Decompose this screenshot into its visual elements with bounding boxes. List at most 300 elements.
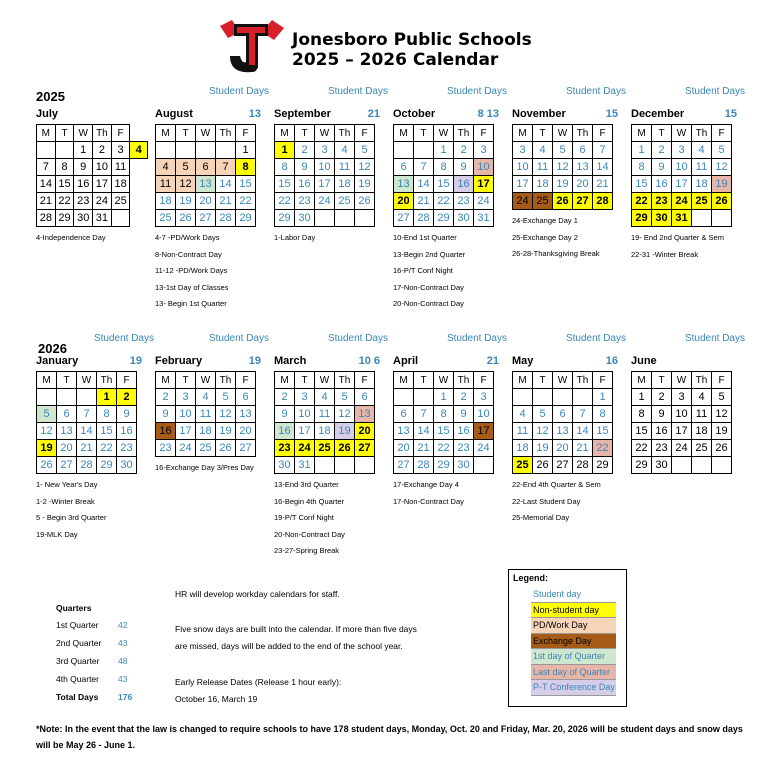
day-cell: 20 [57,440,77,457]
day-cell: 1 [434,142,454,159]
month-september [274,86,388,247]
day-cell: 15 [275,176,295,193]
day-cell: 22 [593,440,613,457]
weekday-header: T [533,372,553,389]
month-name: September [274,108,331,120]
day-cell: 19 [712,176,732,193]
quarter-label: 2nd Quarter [56,638,102,648]
weekday-header: Th [692,372,712,389]
quarter-days: 42 [118,620,128,630]
day-cell: 17 [315,176,335,193]
day-cell: 15 [593,423,613,440]
day-cell: 20 [355,423,375,440]
weekday-header: W [672,372,692,389]
day-cell: 29 [632,457,652,474]
day-cell: 9 [295,159,315,176]
weekday-header: T [652,372,672,389]
day-cell: 2 [652,389,672,406]
weekday-header: T [295,125,315,142]
day-cell: 13 [57,423,77,440]
weekday-header: Th [454,372,474,389]
weekday-header: F [355,372,375,389]
empty-cell [474,457,494,474]
day-cell: 16 [454,423,474,440]
weekday-header: M [275,372,295,389]
student-days-count: 10 6 [358,355,380,367]
day-cell: 21 [37,193,56,210]
day-cell: 25 [111,193,130,210]
day-cell: 13 [236,406,256,423]
day-cell: 29 [434,457,454,474]
student-days-label: Student Days [327,86,388,97]
empty-cell [176,142,196,159]
day-cell: 11 [315,406,335,423]
day-cell: 3 [474,389,494,406]
empty-cell [156,142,176,159]
day-cell: 7 [37,159,56,176]
day-cell: 12 [712,406,732,423]
month-name: April [393,355,419,367]
month-grid [155,371,256,457]
day-cell: 11 [533,159,553,176]
weekday-header: F [712,372,732,389]
day-cell: 3 [474,142,494,159]
month-may [512,333,626,527]
day-cell: 3 [176,389,196,406]
event-note: 13- Begin 1st Quarter [155,299,227,308]
day-cell: 30 [652,457,672,474]
quarter-days: 48 [118,656,128,666]
day-cell: 21 [414,193,434,210]
day-cell: 16 [156,423,176,440]
day-cell: 24 [315,193,335,210]
day-cell: 12 [216,406,236,423]
event-note: 1-Labor Day [274,233,316,242]
month-name: March [274,355,307,367]
day-cell: 11 [111,159,130,176]
day-cell: 6 [394,159,414,176]
weekday-header: T [414,125,434,142]
weekday-header: F [712,125,732,142]
month-notes [155,230,267,313]
day-cell: 17 [474,176,494,193]
event-note: 24-Exchange Day 1 [512,216,578,225]
empty-cell [394,389,414,406]
day-cell: 12 [533,423,553,440]
school-logo-icon [216,16,286,76]
day-cell: 5 [553,142,573,159]
day-cell: 29 [55,210,74,227]
day-cell: 26 [335,440,355,457]
day-cell: 2 [156,389,176,406]
weekday-header: W [74,125,93,142]
day-cell: 17 [176,423,196,440]
weekday-header: Th [573,372,593,389]
day-cell: 18 [111,176,130,193]
day-cell: 18 [533,176,553,193]
day-cell: 11 [692,406,712,423]
day-cell: 6 [553,406,573,423]
day-cell: 17 [93,176,112,193]
day-cell: 10 [315,159,335,176]
weekday-header: F [355,125,375,142]
event-note: 1- New Year's Day [36,480,98,489]
day-cell: 3 [315,142,335,159]
day-cell: 17 [672,423,692,440]
event-note: 17-Non-Contract Day [393,282,464,292]
day-cell: 18 [513,440,533,457]
day-cell: 28 [414,457,434,474]
day-cell: 31 [474,210,494,227]
weekday-header: W [315,125,335,142]
month-february [155,333,269,477]
day-cell: 18 [692,423,712,440]
weekday-header: F [117,372,137,389]
student-days-count: 19 [129,355,142,367]
day-cell: 31 [672,210,692,227]
legend-item: Last day of Quarter [531,665,616,681]
month-notes [512,213,624,263]
event-note: 16-Begin 4th Quarter [274,496,345,506]
day-cell: 22 [434,440,454,457]
day-cell: 1 [275,142,295,159]
day-cell: 18 [156,193,176,210]
day-cell: 24 [672,440,692,457]
month-name: February [155,355,203,367]
student-days-count: 15 [724,108,737,120]
day-cell: 25 [513,457,533,474]
early-release-dates: October 16, March 19 [175,694,258,704]
event-note: 19-P/T Conf Night [274,513,334,522]
month-notes [631,230,743,263]
event-note: 20-Non-Contract Day [274,529,345,539]
day-cell: 30 [74,210,93,227]
day-cell: 2 [454,142,474,159]
month-notes [36,230,148,247]
day-cell: 4 [692,389,712,406]
empty-cell [57,389,77,406]
day-cell: 10 [474,406,494,423]
day-cell: 18 [692,176,712,193]
event-note: 22-Last Student Day [512,496,581,506]
day-cell: 15 [97,423,117,440]
event-note: 5 - Begin 3rd Quarter [36,513,107,522]
day-cell: 12 [355,159,375,176]
month-notes [393,230,505,313]
quarters-table [56,603,176,710]
weekday-header: Th [454,125,474,142]
day-cell: 24 [474,440,494,457]
day-cell: 22 [275,193,295,210]
empty-cell [37,142,56,159]
day-cell: 23 [295,193,315,210]
empty-cell [355,210,375,227]
student-days-label: Student Days [684,86,745,97]
day-cell: 2 [652,142,672,159]
day-cell: 30 [652,210,672,227]
weekday-header: Th [93,125,112,142]
weekday-header: Th [692,125,712,142]
event-note: 16-P/T Conf Night [393,266,453,275]
weekday-header: W [196,372,216,389]
month-grid [274,371,375,474]
day-cell: 4 [692,142,712,159]
month-notes [393,477,505,510]
day-cell: 3 [513,142,533,159]
day-cell: 19 [712,423,732,440]
day-cell: 8 [236,159,256,176]
quarter-days: 43 [118,638,128,648]
day-cell: 15 [632,176,652,193]
day-cell: 4 [156,159,176,176]
day-cell: 28 [593,193,613,210]
day-cell: 8 [434,406,454,423]
day-cell: 29 [632,210,652,227]
event-note: 25-Memorial Day [512,513,570,522]
day-cell: 19 [37,440,57,457]
empty-cell [692,457,712,474]
weekday-header: M [394,125,414,142]
month-grid [36,124,148,227]
event-note: 16-Exchange Day 3/Pres Day [155,463,254,472]
day-cell: 9 [454,406,474,423]
day-cell: 2 [454,389,474,406]
event-note: 19- End 2nd Quarter & Sem [631,233,724,242]
weekday-header: T [414,372,434,389]
event-note: 19-MLK Day [36,529,78,539]
day-cell: 20 [553,440,573,457]
month-grid [631,124,732,227]
year-2026-label: 2026 [38,341,67,356]
day-cell: 18 [315,423,335,440]
day-cell: 20 [573,176,593,193]
day-cell: 14 [573,423,593,440]
day-cell: 5 [355,142,375,159]
day-cell: 10 [176,406,196,423]
day-cell: 10 [474,159,494,176]
weekday-header: Th [216,125,236,142]
weekday-header: T [176,125,196,142]
day-cell: 7 [77,406,97,423]
month-march [274,333,388,560]
day-cell: 18 [196,423,216,440]
weekday-header: W [196,125,216,142]
day-cell: 29 [275,210,295,227]
empty-cell [672,457,692,474]
day-cell: 6 [573,142,593,159]
day-cell: 10 [672,159,692,176]
day-cell: 6 [236,389,256,406]
day-cell: 30 [275,457,295,474]
day-cell: 7 [593,142,613,159]
day-cell: 16 [117,423,137,440]
day-cell: 13 [573,159,593,176]
weekday-header: M [632,372,652,389]
weekday-header: Th [335,125,355,142]
weekday-header: T [652,125,672,142]
empty-cell [335,210,355,227]
day-cell: 31 [93,210,112,227]
day-cell: 27 [394,457,414,474]
day-cell: 17 [474,423,494,440]
day-cell: 27 [57,457,77,474]
day-cell: 6 [355,389,375,406]
day-cell: 13 [553,423,573,440]
weekday-header: M [156,125,176,142]
weekday-header: Th [97,372,117,389]
day-cell: 21 [414,440,434,457]
day-cell: 26 [533,457,553,474]
day-cell: 1 [593,389,613,406]
early-release-title: Early Release Dates (Release 1 hour early): [175,677,342,687]
student-days-label: Student Days [565,333,626,344]
weekday-header: M [513,125,533,142]
month-notes [274,477,386,560]
weekday-header: M [37,125,56,142]
month-grid [36,371,137,474]
student-days-count: 13 [248,108,261,120]
day-cell: 4 [315,389,335,406]
weekday-header: F [236,125,256,142]
day-cell: 15 [632,423,652,440]
weekday-header: M [37,372,57,389]
day-cell: 8 [97,406,117,423]
day-cell: 20 [196,193,216,210]
day-cell: 7 [414,159,434,176]
month-name: May [512,355,534,367]
student-days-label: Student Days [93,333,154,344]
day-cell: 16 [74,176,93,193]
empty-cell [335,457,355,474]
month-grid [155,124,256,227]
weekday-header: Th [573,125,593,142]
weekday-header: T [57,372,77,389]
weekday-header: F [474,125,494,142]
day-cell: 30 [295,210,315,227]
legend-item: 1st day of Quarter [531,649,616,665]
day-cell: 29 [593,457,613,474]
footnote: *Note: In the event that the law is changed to require schools to have 178 student days, Monday, Oct. 20 and Friday, Mar. 20, 2026 will be student days and snow days will be May 26 - June 1. [36,724,743,750]
legend-item: PD/Work Day [531,618,616,634]
day-cell: 16 [275,423,295,440]
day-cell: 14 [593,159,613,176]
weekday-header: T [295,372,315,389]
day-cell: 4 [513,406,533,423]
day-cell: 26 [355,193,375,210]
quarters-title: Quarters [56,603,92,613]
day-cell: 26 [553,193,573,210]
day-cell: 23 [454,440,474,457]
student-days-label: Student Days [684,333,745,344]
day-cell: 13 [355,406,375,423]
weekday-header: W [672,125,692,142]
event-note: 20-Non-Contract Day [393,299,464,308]
empty-cell [513,389,533,406]
empty-cell [692,210,712,227]
day-cell: 24 [93,193,112,210]
day-cell: 19 [553,176,573,193]
month-name: July [36,108,59,120]
day-cell: 4 [533,142,553,159]
title-line-1: Jonesboro Public Schools [292,30,532,50]
day-cell: 28 [573,457,593,474]
day-cell: 22 [236,193,256,210]
day-cell: 8 [275,159,295,176]
month-grid [512,371,613,474]
day-cell: 22 [632,440,652,457]
event-note: 22-End 4th Quarter & Sem [512,480,601,489]
day-cell: 12 [553,159,573,176]
day-cell: 9 [652,159,672,176]
day-cell: 21 [593,176,613,193]
weekday-header: Th [335,372,355,389]
day-cell: 1 [97,389,117,406]
event-note: 23-27-Spring Break [274,546,340,555]
day-cell: 15 [434,176,454,193]
day-cell: 28 [216,210,236,227]
hr-note: HR will develop workday calendars for staff. [175,589,340,599]
event-note: 26-28-Thanksgiving Break [512,249,600,258]
month-grid [631,371,732,474]
quarter-label: 4th Quarter [56,674,99,684]
weekday-header: W [434,372,454,389]
empty-cell [37,389,57,406]
empty-cell [712,457,732,474]
month-grid [393,124,494,227]
day-cell: 17 [295,423,315,440]
weekday-header: M [275,125,295,142]
day-cell: 5 [712,389,732,406]
day-cell: 24 [513,193,533,210]
event-note: 11-12 -PD/Work Days [155,266,228,275]
day-cell: 16 [652,423,672,440]
empty-cell [712,210,732,227]
day-cell: 14 [37,176,56,193]
weekday-header: T [533,125,553,142]
weekday-header: W [315,372,335,389]
day-cell: 12 [712,159,732,176]
event-note: 13-Begin 2nd Quarter [393,249,466,259]
legend-title: Legend: [513,573,548,583]
day-cell: 25 [315,440,335,457]
day-cell: 19 [533,440,553,457]
month-name: June [631,355,657,367]
day-cell: 12 [335,406,355,423]
month-grid [393,371,494,474]
day-cell: 6 [196,159,216,176]
day-cell: 27 [196,210,216,227]
quarter-label: 1st Quarter [56,620,99,630]
day-cell: 3 [672,389,692,406]
day-cell: 15 [434,423,454,440]
day-cell: 25 [692,193,712,210]
student-days-label: Student Days [446,86,507,97]
day-cell: 27 [394,210,414,227]
month-name: October [393,108,436,120]
day-cell: 2 [117,389,137,406]
month-october [393,86,507,313]
weekday-header: F [236,372,256,389]
day-cell: 16 [454,176,474,193]
day-cell: 9 [275,406,295,423]
day-cell: 30 [454,457,474,474]
quarter-label: 3rd Quarter [56,656,100,666]
legend-box [508,569,627,707]
day-cell: 7 [573,406,593,423]
day-cell: 19 [335,423,355,440]
day-cell: 14 [414,176,434,193]
day-cell: 5 [216,389,236,406]
